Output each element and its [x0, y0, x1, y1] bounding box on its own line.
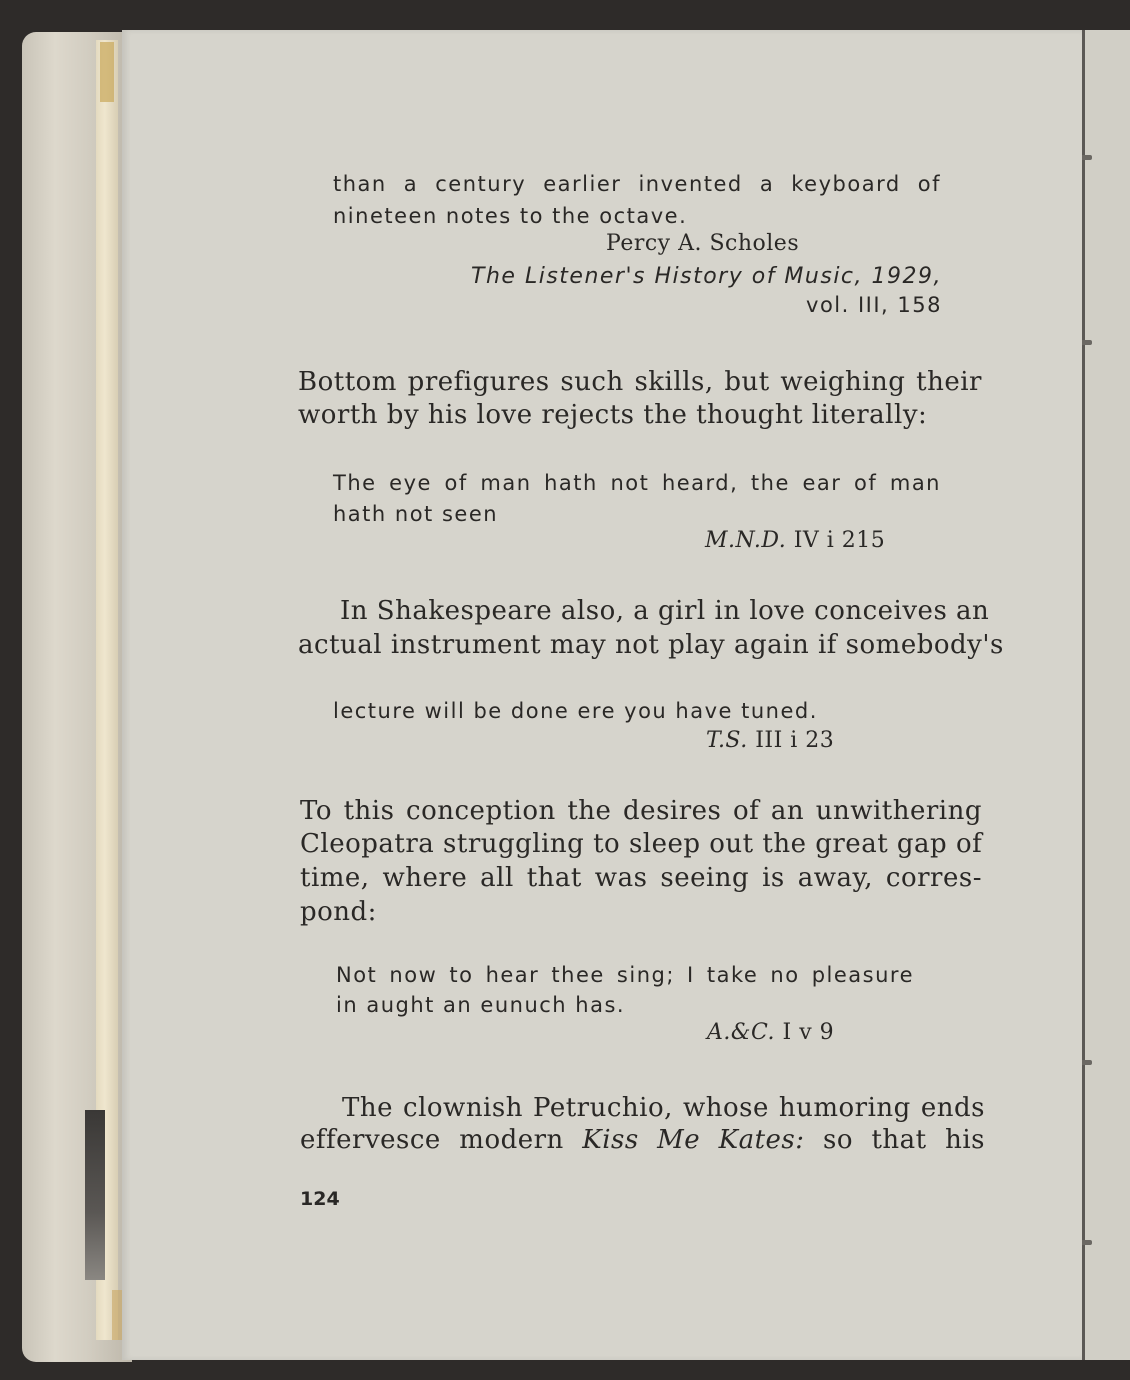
citation-work: M.N.D. — [705, 528, 787, 553]
book-page — [122, 30, 1082, 1360]
paragraph-line: Cleopatra struggling to sleep out the great gap of — [300, 829, 983, 859]
attribution-author: Percy A. Scholes — [606, 231, 800, 256]
paragraph-line: In Shakespeare also, a girl in love conceives an — [340, 596, 990, 626]
paragraph-line: time, where all that was seeing is away, corres- — [300, 863, 982, 893]
attribution-title: The Listener's History of Music, 1929, — [471, 264, 942, 289]
citation — [705, 528, 885, 553]
quote-line: Not now to hear thee sing; I take no pleasure — [336, 963, 914, 987]
quote-line: in aught an eunuch has. — [336, 993, 626, 1017]
paragraph-line: Bottom prefigures such skills, but weighing their — [298, 367, 982, 397]
paragraph-line: pond: — [300, 897, 377, 927]
spine-shadow — [85, 1110, 105, 1280]
paragraph-line: actual instrument may not play again if somebody's — [298, 630, 1004, 660]
paragraph-line: To this conception the desires of an unwithering — [300, 796, 982, 826]
gilt-mark — [100, 42, 114, 102]
attribution-volume: vol. III, 158 — [806, 293, 942, 317]
citation-ref: IV i 215 — [786, 528, 886, 553]
citation-ref: III i 23 — [747, 728, 835, 753]
paragraph-line: The clownish Petruchio, whose humoring ends — [342, 1093, 985, 1123]
quote-line: The eye of man hath not heard, the ear of man — [333, 471, 941, 495]
quote-line: than a century earlier invented a keyboard of — [333, 172, 941, 196]
page-number: 124 — [300, 1188, 340, 1210]
quote-line: hath not seen — [333, 502, 499, 526]
citation-work: A.&C. — [707, 1020, 776, 1045]
citation-work: T.S. — [706, 728, 748, 753]
citation-ref: I v 9 — [775, 1020, 835, 1045]
gilt-mark — [112, 1290, 122, 1340]
paragraph-italic: Kiss Me Kates: — [582, 1125, 805, 1155]
paragraph-line — [300, 1125, 985, 1155]
facing-page — [1082, 30, 1130, 1360]
quote-line: nineteen notes to the octave. — [333, 204, 688, 228]
paragraph-text: effervesce modern — [300, 1125, 583, 1155]
citation — [707, 1020, 834, 1045]
paragraph-text: so that his — [804, 1125, 985, 1155]
paragraph-line: worth by his love rejects the thought literally: — [298, 400, 928, 430]
quote-line: lecture will be done ere you have tuned. — [333, 699, 818, 723]
citation — [706, 728, 834, 753]
